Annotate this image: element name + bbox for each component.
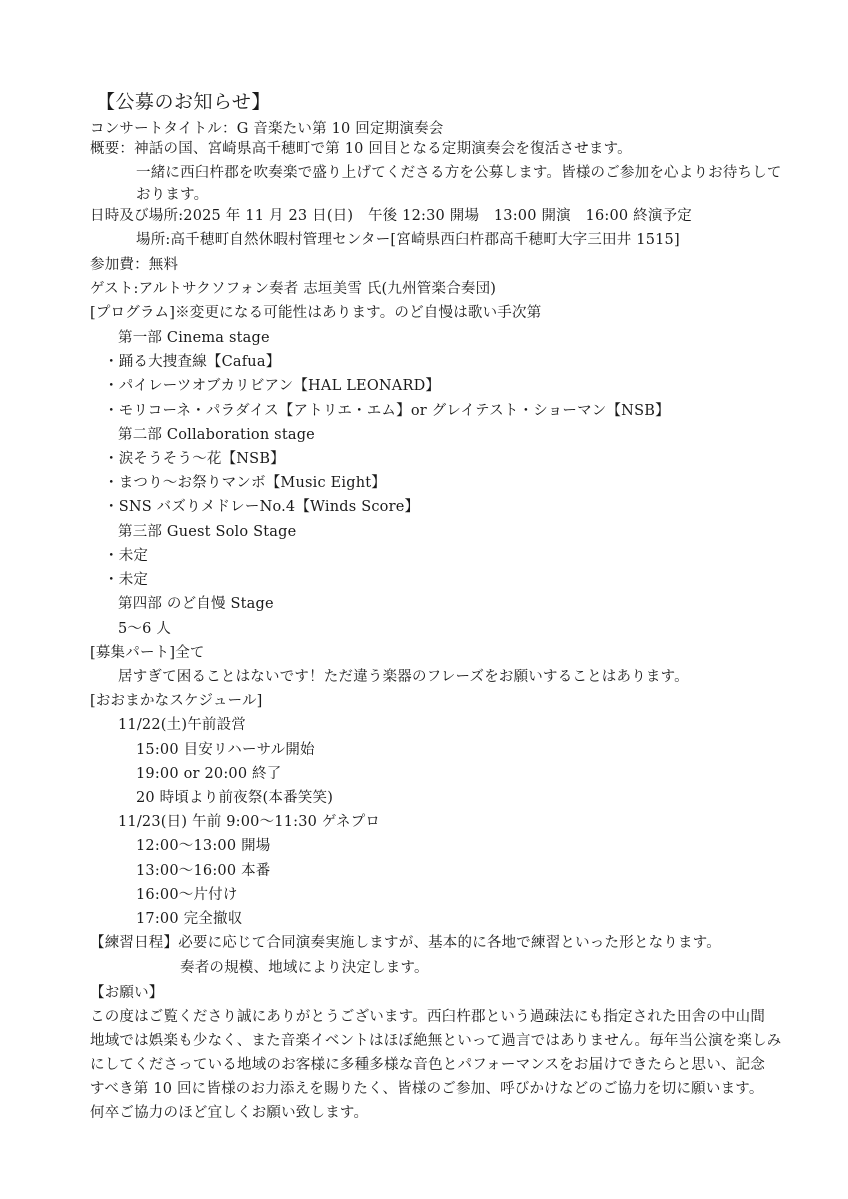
- overview-line-2: 一緒に西臼杵郡を吹奏楽で盛り上げてくださる方を公募します。皆様のご参加を心よりお待ちして: [136, 165, 782, 181]
- program-item: ・未定: [104, 572, 149, 588]
- program-item: ・涙そうそう〜花【NSB】: [104, 451, 285, 467]
- schedule-day-1: 11/22(土)午前設営: [118, 717, 247, 733]
- schedule-item: 17:00 完全撤収: [136, 911, 243, 927]
- program-item: 5〜6 人: [118, 621, 172, 637]
- request-line: にしてくださっている地域のお客様に多種多様な音色とパフォーマンスをお届けできたらと思い、記念: [90, 1057, 766, 1073]
- schedule-item: 15:00 目安リハーサル開始: [136, 742, 315, 758]
- program-item: ・パイレーツオブカリビアン【HAL LEONARD】: [104, 378, 441, 394]
- program-part-3: 第三部 Guest Solo Stage: [118, 524, 297, 540]
- recruit-header: [募集パート]全て: [90, 645, 205, 661]
- program-part-1: 第一部 Cinema stage: [118, 330, 270, 346]
- schedule-item: 16:00〜片付け: [136, 887, 238, 903]
- overview-line-3: おります。: [136, 187, 209, 203]
- practice-line-2: 奏者の規模、地域により決定します。: [180, 960, 429, 976]
- datetime-line: 日時及び場所:2025 年 11 月 23 日(日) 午後 12:30 開場 13:00 開演 16:00 終演予定: [90, 208, 692, 224]
- schedule-header: [おおまかなスケジュール]: [90, 693, 263, 709]
- concert-title: コンサートタイトル：G 音楽たい第 10 回定期演奏会: [90, 121, 444, 137]
- request-line: 地域では娯楽も少なく、また音楽イベントはほぼ絶無といって過言ではありません。毎年当公演を楽しみ: [90, 1033, 782, 1049]
- venue-line: 場所:高千穂町自然休暇村管理センター[宮崎県西臼杵郡高千穂町大字三田井 1515]: [136, 232, 680, 248]
- recruit-note: 居すぎて困ることはないです！ただ違う楽器のフレーズをお願いすることはあります。: [118, 669, 689, 685]
- program-part-2: 第二部 Collaboration stage: [118, 427, 315, 443]
- program-item: ・まつり〜お祭りマンボ【Music Eight】: [104, 475, 386, 491]
- request-line: この度はご覧くださり誠にありがとうございます。西臼杵郡という過疎法にも指定された田舎の中山間: [90, 1009, 766, 1025]
- overview-line-1: 概要：神話の国、宮崎県高千穂町で第 10 回目となる定期演奏会を復活させます。: [90, 141, 632, 157]
- page-title: 【公募のお知らせ】: [96, 91, 271, 113]
- schedule-item: 19:00 or 20:00 終了: [136, 766, 282, 782]
- program-item: ・モリコーネ・パラダイス【アトリエ・エム】or グレイテスト・ショーマン【NSB】: [104, 403, 670, 419]
- schedule-item: 13:00〜16:00 本番: [136, 863, 271, 879]
- program-item: ・SNS バズりメドレーNo.4【Winds Score】: [104, 499, 420, 515]
- program-item: ・踊る大捜査線【Cafua】: [104, 354, 281, 370]
- request-line: 何卒ご協力のほど宜しくお願い致します。: [90, 1105, 369, 1121]
- schedule-item: 12:00〜13:00 開場: [136, 838, 271, 854]
- practice-line-1: 【練習日程】必要に応じて合同演奏実施しますが、基本的に各地で練習といった形となります。: [90, 935, 721, 951]
- guest-line: ゲスト:アルトサクソフォン奏者 志垣美雪 氏(九州管楽合奏団): [90, 281, 497, 297]
- fee-line: 参加費：無料: [90, 257, 179, 273]
- schedule-item: 20 時頃より前夜祭(本番笑笑): [136, 790, 334, 806]
- schedule-day-2: 11/23(日) 午前 9:00〜11:30 ゲネプロ: [118, 814, 381, 830]
- program-item: ・未定: [104, 548, 149, 564]
- request-line: すべき第 10 回に皆様のお力添えを賜りたく、皆様のご参加、呼びかけなどのご協力を切に願います。: [90, 1081, 764, 1097]
- program-header: [プログラム]※変更になる可能性はあります。のど自慢は歌い手次第: [90, 305, 542, 321]
- request-header: 【お願い】: [90, 985, 164, 1001]
- program-part-4: 第四部 のど自慢 Stage: [118, 596, 274, 612]
